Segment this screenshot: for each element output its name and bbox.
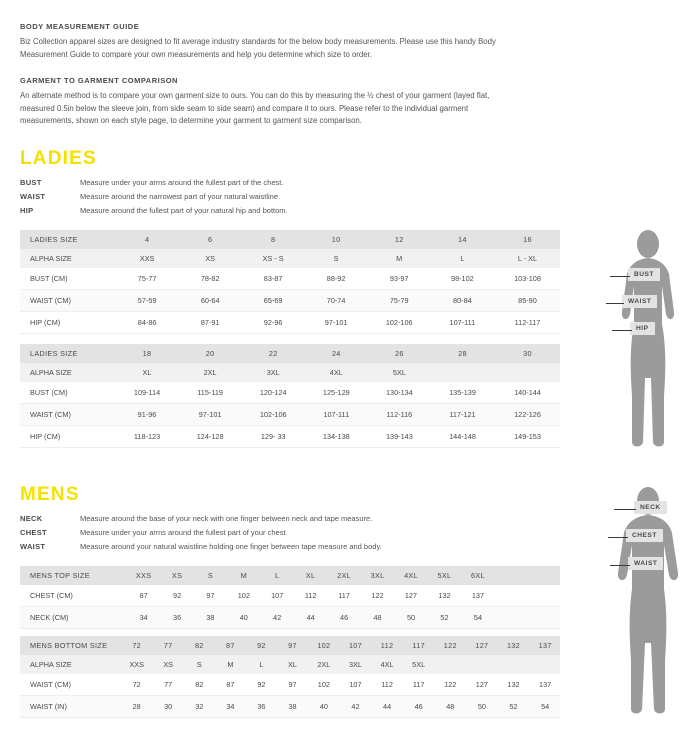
cell [497, 655, 529, 674]
table-row [20, 268, 560, 290]
mens-measurement-definitions [20, 512, 540, 554]
cell: S [183, 655, 214, 674]
column-header-label: MENS BOTTOM SIZE [20, 636, 120, 655]
cell: 72 [120, 674, 152, 696]
cell [528, 655, 560, 674]
column-header: 127 [465, 636, 497, 655]
column-header-label: LADIES SIZE [20, 230, 115, 249]
cell: 84-86 [115, 312, 178, 334]
column-header: 28 [430, 344, 493, 363]
measure-row [20, 526, 540, 540]
cell: 83-87 [241, 268, 304, 290]
cell: 3XL [241, 363, 304, 382]
callout-hip: HIP [630, 322, 655, 335]
cell: 97-101 [178, 404, 241, 426]
garment-comparison-text: An alternate method is to compare your own garment size to ours. You can do this by measuring the ½ chest of your garment (layed flat, measured 0.5in below the sleeve join, from side seam to side seam) and compare it to ours. Please refer to the individual garment measurements, shown on each style page, to determine your garment to garment size comparison. [20, 90, 490, 126]
cell: 120-124 [241, 382, 304, 404]
column-header: 22 [241, 344, 304, 363]
cell: 78-82 [178, 268, 241, 290]
measure-row [20, 204, 540, 218]
cell: 57-59 [115, 290, 178, 312]
ladies-body-figure [600, 228, 696, 463]
column-header: 12 [367, 230, 430, 249]
cell: 112-117 [493, 312, 560, 334]
cell: 28 [120, 696, 152, 718]
column-header: 72 [120, 636, 152, 655]
cell [493, 363, 560, 382]
cell: 42 [260, 607, 293, 629]
measure-definition: Measure around your natural waistline holding one finger between tape measure and body. [80, 541, 382, 551]
cell: 42 [339, 696, 371, 718]
mens-body-figure [600, 485, 696, 730]
cell: 40 [226, 607, 259, 629]
callout-chest: CHEST [626, 529, 663, 542]
cell: 107 [260, 585, 293, 607]
cell: M [367, 249, 430, 268]
callout-line-neck [614, 509, 636, 510]
cell: 34 [126, 607, 160, 629]
cell: 132 [427, 585, 460, 607]
cell: 5XL [367, 363, 430, 382]
cell: 102 [307, 674, 339, 696]
column-header: 112 [370, 636, 402, 655]
cell: 91-96 [114, 404, 177, 426]
cell: 102-106 [241, 404, 304, 426]
cell: 2XL [307, 655, 339, 674]
table-header-row [20, 344, 560, 363]
callout-line-chest [608, 537, 628, 538]
cell: 52 [497, 696, 529, 718]
cell: 109-114 [114, 382, 177, 404]
column-header: S [193, 566, 226, 585]
measure-row [20, 190, 540, 204]
cell: L - XL [493, 249, 560, 268]
cell [465, 655, 497, 674]
row-label: BUST (CM) [20, 382, 114, 404]
row-label: ALPHA SIZE [20, 249, 115, 268]
table-row [20, 426, 560, 448]
cell: 32 [183, 696, 214, 718]
column-header: 10 [304, 230, 367, 249]
column-header: 16 [493, 230, 560, 249]
column-header: 26 [367, 344, 430, 363]
cell: 4XL [370, 655, 402, 674]
measure-definition: Measure around the narrowest part of your natural waistline. [80, 191, 281, 201]
cell: 125-129 [304, 382, 367, 404]
ladies-measurement-definitions [20, 176, 540, 218]
table-row [20, 607, 560, 629]
table-header-row [20, 636, 560, 655]
cell: 144-148 [430, 426, 493, 448]
cell [527, 585, 560, 607]
cell: 75-79 [367, 290, 430, 312]
measure-row [20, 512, 540, 526]
cell: L [245, 655, 276, 674]
cell: 3XL [339, 655, 371, 674]
cell: 103-108 [493, 268, 560, 290]
alpha-size-row [20, 363, 560, 382]
cell: 93-97 [367, 268, 430, 290]
cell: 48 [360, 607, 393, 629]
table-row [20, 290, 560, 312]
column-header: 6 [178, 230, 241, 249]
cell: 38 [276, 696, 307, 718]
measure-term: WAIST [20, 541, 46, 551]
column-header: 3XL [360, 566, 393, 585]
column-header: 4XL [393, 566, 426, 585]
column-header: 137 [528, 636, 560, 655]
measure-definition: Measure around the base of your neck with one finger between neck and tape measure. [80, 514, 373, 523]
cell: 48 [433, 696, 465, 718]
cell: 112 [370, 674, 402, 696]
cell: 44 [293, 607, 326, 629]
cell: M [214, 655, 245, 674]
cell: 30 [152, 696, 183, 718]
column-header: 20 [178, 344, 241, 363]
row-label: BUST (CM) [20, 268, 115, 290]
column-header: 122 [433, 636, 465, 655]
callout-waist: WAIST [628, 557, 663, 570]
measure-term: NECK [20, 514, 43, 523]
cell: 127 [465, 674, 497, 696]
table-row [20, 674, 560, 696]
column-header: 92 [245, 636, 276, 655]
table-row [20, 312, 560, 334]
cell: XS [152, 655, 183, 674]
ladies-silhouette-icon [600, 228, 696, 458]
cell [494, 585, 527, 607]
cell: 118-123 [114, 426, 177, 448]
column-header: XS [159, 566, 192, 585]
cell: 127 [393, 585, 426, 607]
cell: 97 [276, 674, 307, 696]
cell: 112-116 [367, 404, 430, 426]
cell: 132 [497, 674, 529, 696]
cell: 2XL [178, 363, 241, 382]
column-header: 132 [497, 636, 529, 655]
mens-section-title: MENS [20, 484, 80, 505]
row-label: NECK (CM) [20, 607, 126, 629]
cell: 38 [193, 607, 226, 629]
cell: 54 [528, 696, 560, 718]
cell: 77 [152, 674, 183, 696]
cell: 50 [393, 607, 426, 629]
cell: 34 [214, 696, 245, 718]
cell: 87 [214, 674, 245, 696]
table-row [20, 382, 560, 404]
cell: 46 [326, 607, 359, 629]
column-header: 8 [241, 230, 304, 249]
column-header: 82 [183, 636, 214, 655]
measure-term: BUST [20, 178, 42, 187]
callout-line-bust [610, 276, 630, 277]
cell: 70-74 [304, 290, 367, 312]
column-header-label: LADIES SIZE [20, 344, 114, 363]
mens-silhouette-icon [600, 485, 696, 725]
column-header: 24 [304, 344, 367, 363]
cell: XL [276, 655, 307, 674]
measure-definition: Measure under your arms around the fullest part of the chest. [80, 178, 284, 187]
garment-comparison-heading: GARMENT TO GARMENT COMPARISON [20, 75, 178, 85]
cell: 40 [307, 696, 339, 718]
table-row [20, 696, 560, 718]
cell [433, 655, 465, 674]
column-header: 107 [339, 636, 371, 655]
cell: 52 [427, 607, 460, 629]
cell: 92 [245, 674, 276, 696]
cell: 107-111 [430, 312, 493, 334]
column-header: M [226, 566, 259, 585]
row-label: WAIST (CM) [20, 404, 114, 426]
column-header: 5XL [427, 566, 460, 585]
cell: 98-102 [430, 268, 493, 290]
table-row [20, 404, 560, 426]
cell: 65-69 [241, 290, 304, 312]
column-header: 18 [114, 344, 177, 363]
column-header [494, 566, 527, 585]
cell: 107 [339, 674, 371, 696]
cell: 92-96 [241, 312, 304, 334]
cell: 137 [460, 585, 493, 607]
cell: 102 [226, 585, 259, 607]
ladies-size-table-1 [20, 230, 560, 334]
cell: 124-128 [178, 426, 241, 448]
cell: 130-134 [367, 382, 430, 404]
cell: 115-119 [178, 382, 241, 404]
callout-line-hip [612, 330, 632, 331]
cell: 97-101 [304, 312, 367, 334]
callout-waist: WAIST [622, 295, 657, 308]
cell: 36 [245, 696, 276, 718]
cell: 112 [293, 585, 326, 607]
table-header-row [20, 566, 560, 585]
row-label: HIP (CM) [20, 426, 114, 448]
measure-row [20, 540, 540, 554]
cell: 117 [326, 585, 359, 607]
measure-definition: Measure around the fullest part of your natural hip and bottom. [80, 205, 288, 215]
table-row [20, 585, 560, 607]
cell: 122 [360, 585, 393, 607]
cell: 4XL [304, 363, 367, 382]
cell: 117-121 [430, 404, 493, 426]
row-label: WAIST (CM) [20, 290, 115, 312]
cell: 60-64 [178, 290, 241, 312]
cell: L [430, 249, 493, 268]
cell: 44 [370, 696, 402, 718]
cell: S [304, 249, 367, 268]
cell: 46 [402, 696, 434, 718]
cell: 137 [528, 674, 560, 696]
row-label: ALPHA SIZE [20, 363, 114, 382]
cell: 85-90 [493, 290, 560, 312]
cell: 134-138 [304, 426, 367, 448]
column-header: 4 [115, 230, 178, 249]
cell: 87-91 [178, 312, 241, 334]
cell: 107-111 [304, 404, 367, 426]
cell: 139-143 [367, 426, 430, 448]
column-header: 102 [307, 636, 339, 655]
cell: XXS [115, 249, 178, 268]
callout-line-waist [610, 565, 630, 566]
column-header: 87 [214, 636, 245, 655]
measure-definition: Measure under your arms around the fullest part of your chest [80, 527, 286, 537]
measure-term: HIP [20, 205, 34, 215]
cell: 36 [159, 607, 192, 629]
column-header: 14 [430, 230, 493, 249]
cell: XL [114, 363, 177, 382]
cell [527, 607, 560, 629]
callout-line-waist [606, 303, 624, 304]
measure-term: WAIST [20, 191, 46, 201]
cell: 117 [402, 674, 434, 696]
cell: 129- 33 [241, 426, 304, 448]
cell: 50 [465, 696, 497, 718]
row-label: WAIST (CM) [20, 674, 120, 696]
body-measurement-guide-heading: BODY MEASUREMENT GUIDE [20, 22, 140, 31]
cell: 140-144 [493, 382, 560, 404]
column-header: 6XL [460, 566, 493, 585]
cell: 5XL [402, 655, 434, 674]
cell: XS [178, 249, 241, 268]
row-label: CHEST (CM) [20, 585, 126, 607]
ladies-size-table-2 [20, 344, 560, 448]
cell: 102-106 [367, 312, 430, 334]
cell: 80-84 [430, 290, 493, 312]
cell: 122 [433, 674, 465, 696]
callout-neck: NECK [634, 501, 667, 514]
cell: 135-139 [430, 382, 493, 404]
cell [494, 607, 527, 629]
measure-term: CHEST [20, 527, 47, 537]
ladies-section-title: LADIES [20, 148, 97, 169]
alpha-size-row [20, 249, 560, 268]
cell: 149-153 [493, 426, 560, 448]
mens-bottom-size-table [20, 636, 560, 718]
alpha-size-row [20, 655, 560, 674]
cell: 54 [460, 607, 493, 629]
cell: XXS [120, 655, 152, 674]
intro-section [20, 22, 520, 142]
column-header: 117 [402, 636, 434, 655]
table-header-row [20, 230, 560, 249]
column-header: L [260, 566, 293, 585]
cell: 87 [126, 585, 160, 607]
mens-top-size-table [20, 566, 560, 629]
callout-bust: BUST [628, 268, 660, 281]
body-measurement-guide-text: Biz Collection apparel sizes are designed to fit average industry standards for the below body measurements. Please use this handy Body Measurement Guide to compare your own measurements and help you determine which size to order. [20, 37, 496, 59]
column-header-label: MENS TOP SIZE [20, 566, 126, 585]
cell: 92 [159, 585, 192, 607]
cell: 75-77 [115, 268, 178, 290]
column-header: XL [293, 566, 326, 585]
column-header: 77 [152, 636, 183, 655]
row-label: WAIST (IN) [20, 696, 120, 718]
column-header: XXS [126, 566, 160, 585]
cell: XS - S [241, 249, 304, 268]
measure-row [20, 176, 540, 190]
column-header: 2XL [326, 566, 359, 585]
cell: 122-126 [493, 404, 560, 426]
column-header: 30 [493, 344, 560, 363]
row-label: ALPHA SIZE [20, 655, 120, 674]
column-header [527, 566, 560, 585]
cell: 82 [183, 674, 214, 696]
column-header: 97 [276, 636, 307, 655]
cell: 88-92 [304, 268, 367, 290]
row-label: HIP (CM) [20, 312, 115, 334]
cell [430, 363, 493, 382]
cell: 97 [193, 585, 226, 607]
